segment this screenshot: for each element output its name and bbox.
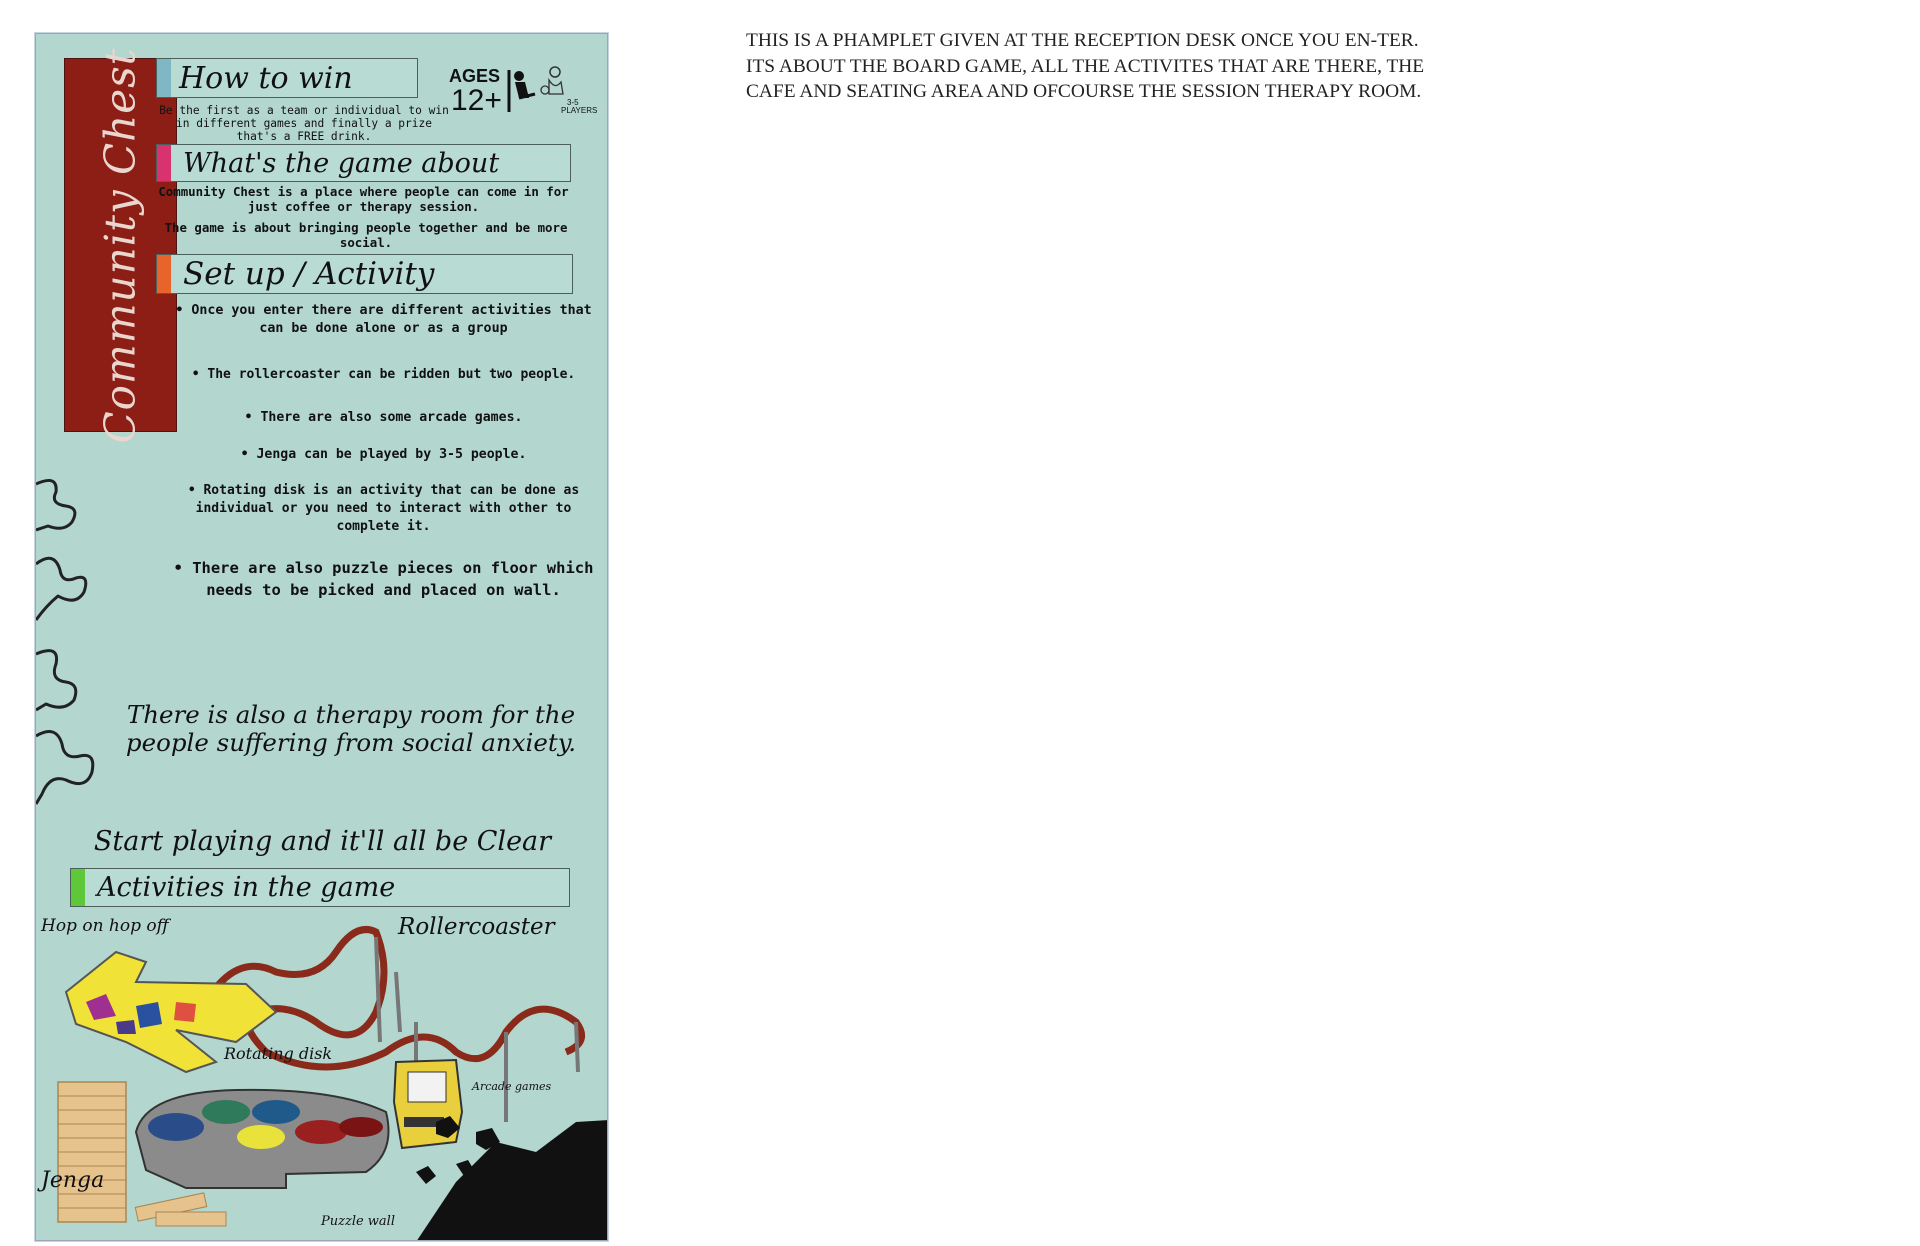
therapy-text: There is also a therapy room for the people suffering from social anxiety. — [125, 700, 577, 757]
banner-title: Community Chest — [96, 46, 146, 444]
label-jenga: Jenga — [41, 1168, 105, 1193]
puzzle-wall-icon — [416, 1116, 608, 1241]
label-rotating-disk: Rotating disk — [224, 1044, 333, 1063]
setup-heading: Set up / Activity — [183, 256, 435, 292]
setup-bullet-6-text: There are also puzzle pieces on floor which needs to be picked and placed on wall. — [192, 559, 594, 599]
label-hop-on-hop-off: Hop on hop off — [41, 916, 169, 936]
setup-bullet-1: • Once you enter there are different activities that can be done alone or as a group — [175, 303, 592, 336]
pamphlet-description: THIS IS A PHAMPLET GIVEN AT THE RECEPTION DESK ONCE YOU EN-TER. ITS ABOUT THE BOARD GAME, ALL THE ACTIVITES THAT ARE THERE, THE CAFE AND SEATING AREA AND OFCOURSE THE SESSION THERAPY ROOM. — [746, 30, 1425, 102]
label-rollercoaster: Rollercoaster — [398, 914, 555, 940]
tagline: Start playing and it'll all be Clear — [93, 826, 552, 857]
how-to-win-heading: How to win — [179, 60, 353, 96]
label-puzzle-wall: Puzzle wall — [321, 1214, 395, 1229]
activities-illustration — [36, 912, 608, 1241]
setup-bullet-3: • There are also some arcade games. — [244, 410, 523, 425]
setup-bullet-1-text: Once you enter there are different activities that can be done alone or as a group — [191, 303, 592, 336]
setup-bullet-4: • Jenga can be played by 3-5 people. — [240, 447, 527, 462]
ages-badge — [449, 62, 608, 122]
ages-value: 12+ — [451, 84, 502, 117]
setup-tab — [157, 255, 171, 293]
how-to-win-tab — [157, 59, 171, 97]
setup-bullet-4-text: Jenga can be played by 3-5 people. — [256, 447, 527, 462]
activities-tab — [71, 869, 85, 906]
ages-label: AGES — [449, 66, 501, 86]
puzzle-outline-decoration — [36, 474, 116, 814]
game-about-tab — [157, 145, 171, 181]
setup-bullet-3-text: There are also some arcade games. — [260, 410, 523, 425]
players-label: PLAYERS — [561, 106, 598, 115]
game-about-text-2: The game is about bringing people together and be more social. — [164, 220, 568, 250]
how-to-win-heading-box — [156, 58, 418, 98]
pamphlet-top-border — [35, 33, 608, 34]
setup-bullet-5: • Rotating disk is an activity that can be done as individual or you need to interact with other to complete it. — [187, 483, 580, 534]
setup-bullet-2-text: The rollercoaster can be ridden but two people. — [207, 367, 576, 382]
setup-heading-box — [156, 254, 573, 294]
pamphlet — [35, 33, 608, 1241]
game-about-heading-box — [156, 144, 571, 182]
setup-bullet-2: • The rollercoaster can be ridden but two people. — [191, 367, 576, 382]
activities-heading-box — [70, 868, 570, 907]
players-count: 3-5 — [567, 98, 579, 107]
label-arcade-games: Arcade games — [472, 1080, 552, 1093]
setup-bullet-6: • There are also puzzle pieces on floor which needs to be picked and placed on wall. — [173, 559, 594, 599]
setup-bullet-5-text: Rotating disk is an activity that can be done as individual or you need to interact with other to complete it. — [195, 483, 580, 534]
game-about-heading: What's the game about — [183, 147, 500, 179]
rotating-disk-icon — [136, 1090, 389, 1188]
activities-heading: Activities in the game — [97, 872, 396, 903]
game-about-text-1: Community Chest is a place where people can come in for just coffee or therapy session. — [158, 184, 569, 214]
how-to-win-text: Be the first as a team or individual to win in different games and finally a prize that's a FREE drink. — [159, 104, 449, 143]
